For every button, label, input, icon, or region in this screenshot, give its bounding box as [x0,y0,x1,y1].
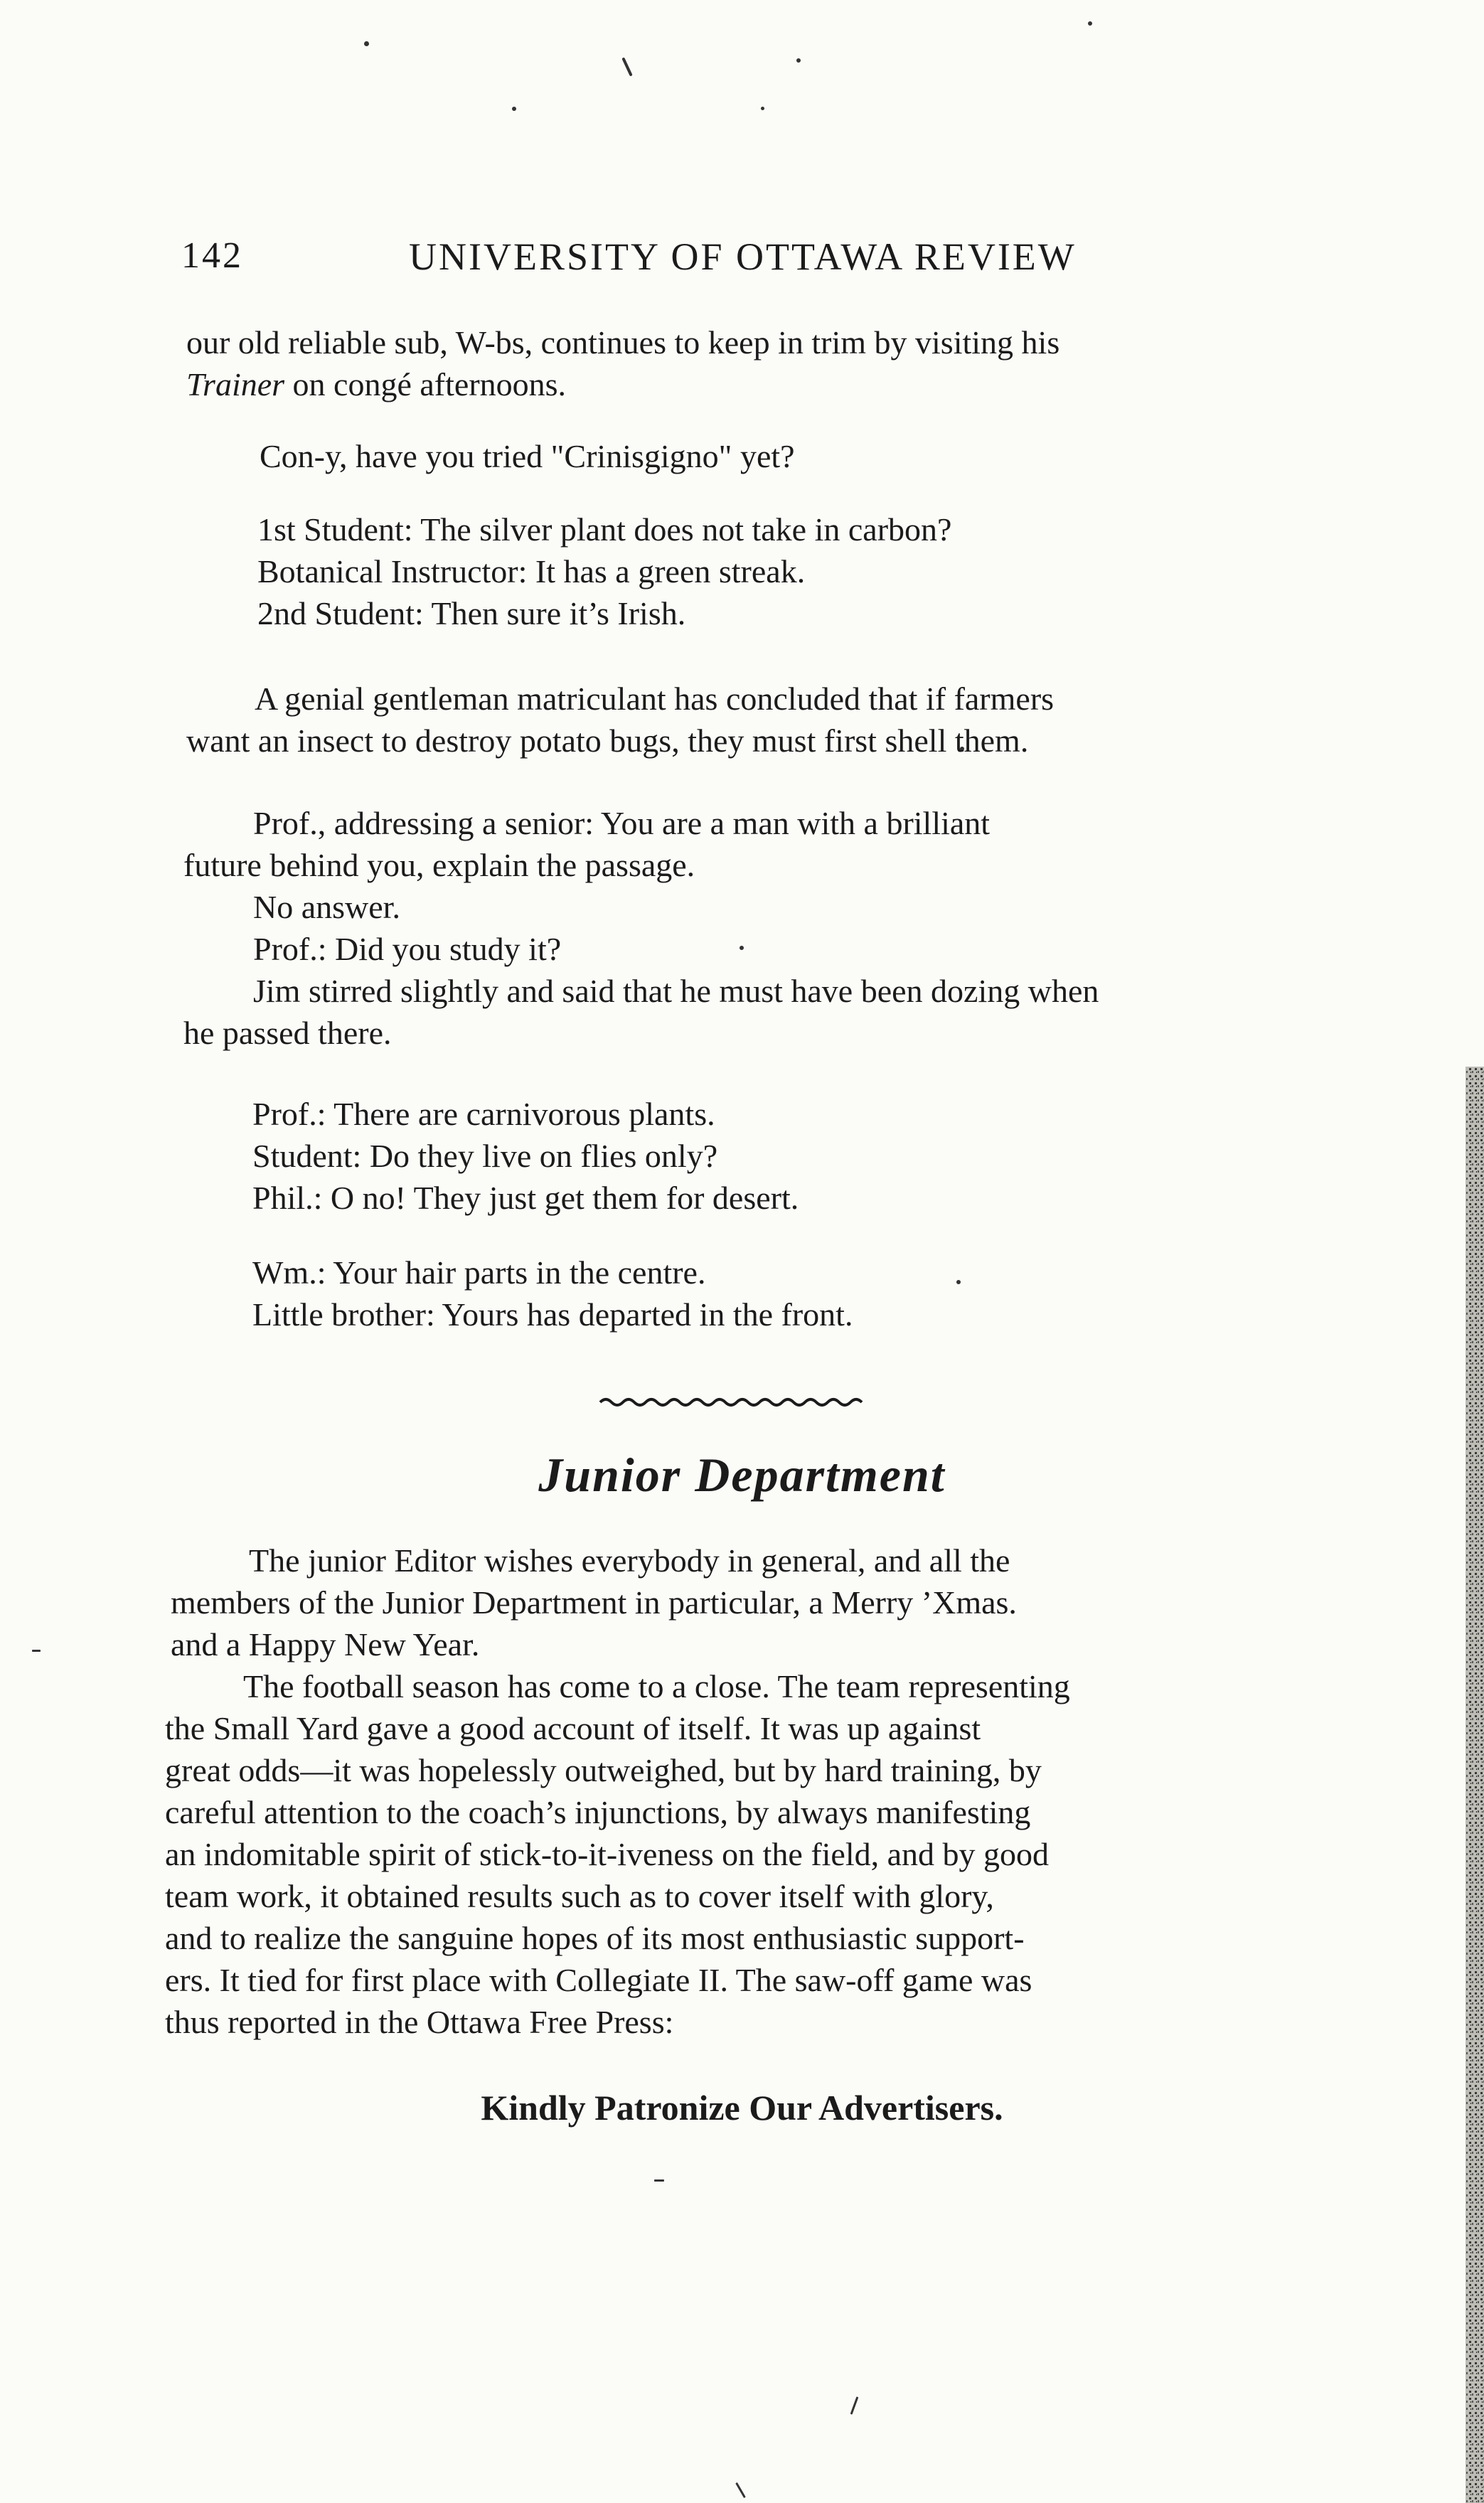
text-line: Wm.: Your hair parts in the centre. [252,1254,706,1291]
text-line: 2nd Student: Then sure it’s Irish. [257,595,686,631]
text-line: an indomitable spirit of stick-to-it-iveness on the field, and by good [165,1836,1050,1872]
jottings-paragraph-2 [260,435,795,477]
jottings-paragraph-3 [257,508,951,634]
text-line [186,363,1059,405]
scan-speck [735,2482,746,2498]
running-head [181,235,1106,284]
section-heading-junior-department: Junior Department [538,1448,946,1502]
text-line: the Small Yard gave a good account of itself. It was up against [165,1710,981,1746]
text-line: The junior Editor wishes everybody in general, and all the [249,1542,1010,1579]
jottings-paragraph-4 [186,678,1054,762]
text-line: 1st Student: The silver plant does not take in carbon? [257,511,952,548]
scan-speck [956,1280,961,1284]
text-line: thus reported in the Ottawa Free Press: [165,2004,674,2040]
text-line: team work, it obtained results such as to cover itself with glory, [165,1878,994,1914]
text-line: Jim stirred slightly and said that he must have been dozing when [253,973,1099,1009]
text-line: The football season has come to a close. The team representing [243,1668,1070,1704]
advertisers-notice: Kindly Patronize Our Advertisers. [481,2088,1003,2128]
text-line: want an insect to destroy potato bugs, they must first shell them. [186,722,1029,759]
text-line: Prof.: Did you study it? [253,931,562,967]
text-line: Prof.: There are carnivorous plants. [252,1096,715,1132]
scan-speck [761,107,764,110]
scan-speck [512,107,516,111]
text-line: A genial gentleman matriculant has concluded that if farmers [255,681,1055,717]
jottings-paragraph-6 [252,1093,799,1219]
journal-title: UNIVERSITY OF OTTAWA REVIEW [409,235,1077,278]
text-line: future behind you, explain the passage. [183,847,695,883]
scan-speck [850,2396,859,2414]
jottings-paragraph-7 [252,1252,853,1335]
italic-word: Trainer [186,366,285,402]
scan-speck [621,57,632,76]
text-line: our old reliable sub, W-bs, continues to keep in trim by visiting his [186,324,1060,361]
junior-paragraph-2 [165,1665,1070,2043]
text-line: Little brother: Yours has departed in the front. [252,1296,853,1333]
text-line: Con-y, have you tried "Crinisgigno" yet? [260,438,795,474]
text-line: careful attention to the coach’s injunctions, by always manifesting [165,1794,1031,1830]
text-line: Prof., addressing a senior: You are a man with a brilliant [253,805,991,841]
text-line: and a Happy New Year. [171,1626,480,1663]
text-line: he passed there. [183,1015,392,1051]
scan-speck [654,2179,664,2182]
junior-paragraph-1 [171,1539,1017,1665]
text-line: No answer. [253,889,400,925]
scan-speck [1088,21,1092,26]
text-line: ers. It tied for first place with Collegiate II. The saw-off game was [165,1962,1032,1998]
scan-speck [796,58,801,63]
page-number: 142 [181,235,243,276]
text-line: Phil.: O no! They just get them for desert. [252,1180,799,1216]
text-line: Student: Do they live on flies only? [252,1138,718,1174]
scan-speck [364,41,369,46]
jottings-paragraph-1 [186,321,1059,405]
page-edge-shadow [1463,1067,1484,2503]
text-line: members of the Junior Department in particular, a Merry ’Xmas. [171,1584,1017,1621]
text-line: Botanical Instructor: It has a green streak. [257,553,806,589]
decorative-wavy-rule [597,1394,868,1409]
text-line: and to realize the sanguine hopes of its most enthusiastic support- [165,1920,1025,1956]
jottings-paragraph-5 [183,802,1099,1054]
text-line: great odds—it was hopelessly outweighed, but by hard training, by [165,1752,1042,1788]
scan-speck [32,1650,41,1652]
text-fragment: on congé afternoons. [284,366,567,402]
